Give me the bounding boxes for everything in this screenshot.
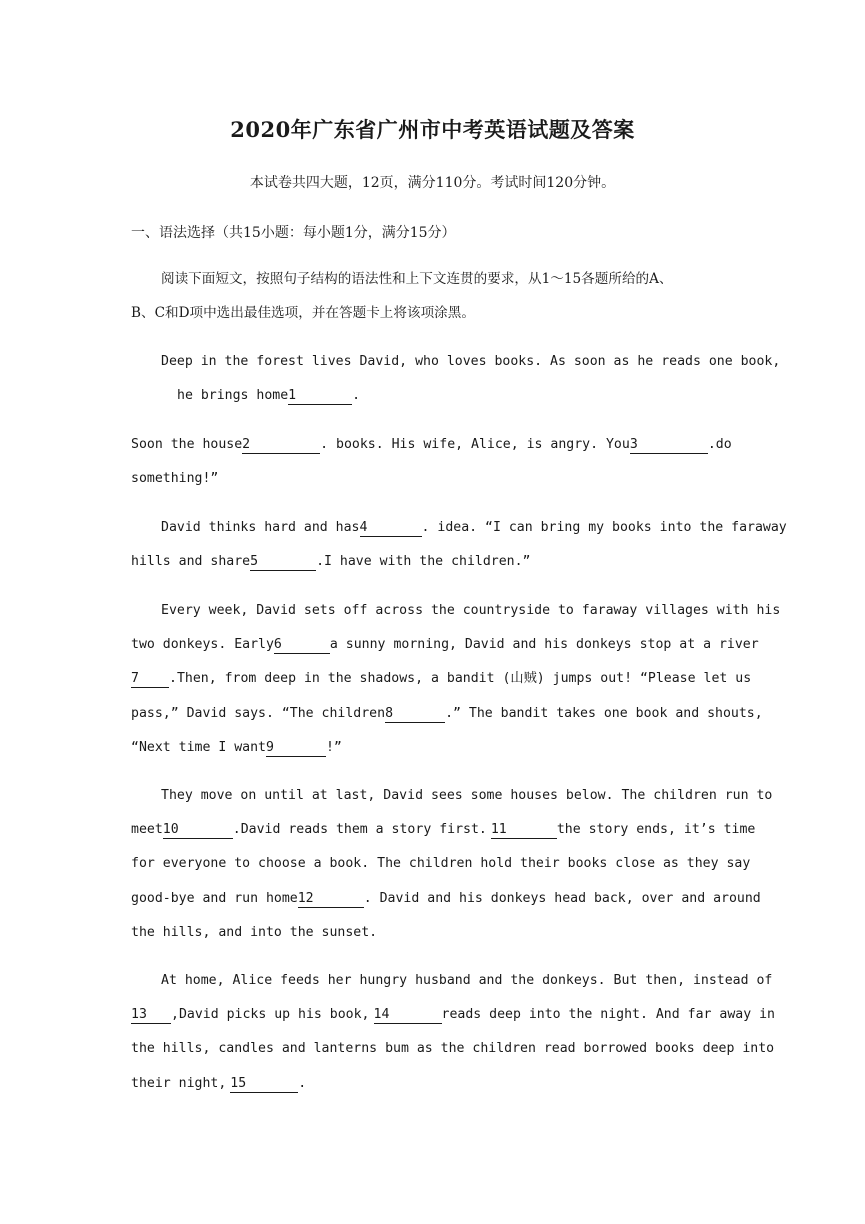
blank-4: 4 xyxy=(360,519,422,537)
p6-text-b: reads deep into the night. And far away in xyxy=(441,1007,775,1023)
p2-text-a: Soon the house xyxy=(131,437,243,452)
p4-text-d: pass,” David says. “The children xyxy=(131,705,386,721)
p4-text-f: “Next time I want xyxy=(131,739,266,755)
blank-9: 9 xyxy=(266,739,326,757)
p3-text-e: .I have with the children.” xyxy=(316,554,531,570)
section-heading: 一、语法选择（共15小题：每小题1分，满分15分） xyxy=(131,225,456,241)
passage-paragraph-6 xyxy=(131,964,775,1101)
p5-line-4 xyxy=(131,882,761,916)
p3-line-2 xyxy=(131,545,733,579)
passage-paragraph-4 xyxy=(131,594,781,765)
p4-line-5 xyxy=(131,731,733,765)
p1-line-1: Deep in the forest lives David, who loves books. As soon as he reads one book, xyxy=(161,354,781,369)
p4-line-4 xyxy=(131,697,763,731)
p5-text-e: . David and his donkeys head back, over and around xyxy=(363,890,761,906)
p3-line-1 xyxy=(131,511,787,545)
blank-1: 1 xyxy=(288,387,352,405)
p3-text-a: David thinks hard and has xyxy=(161,520,360,535)
page-title: 2020年广东省广州市中考英语试题及答案 xyxy=(230,117,635,142)
instructions xyxy=(131,262,733,330)
p4-line-2 xyxy=(131,628,759,662)
p5-line-3: for everyone to choose a book. The children hold their books close as they say xyxy=(131,856,751,872)
blank-11: 11 xyxy=(491,821,557,839)
passage-paragraph-1 xyxy=(131,345,781,413)
p5-line-5: the hills, and into the sunset. xyxy=(131,924,378,940)
p6-line-1: At home, Alice feeds her hungry husband and the donkeys. But then, instead of xyxy=(161,973,773,988)
instructions-line-2: B、C和D项中选出最佳选项，并在答题卡上将该项涂黑。 xyxy=(131,305,475,322)
p5-text-b: .David reads them a story first. xyxy=(232,822,487,838)
blank-12: 12 xyxy=(298,890,364,908)
p2-line-2: something!” xyxy=(131,471,219,487)
blank-10: 10 xyxy=(163,821,233,839)
p4-text-e: .” The bandit takes one book and shouts, xyxy=(445,705,763,721)
blank-14: 14 xyxy=(374,1006,442,1024)
blank-7: 7 xyxy=(131,670,169,688)
passage-paragraph-2 xyxy=(131,428,733,496)
p1-line-2 xyxy=(131,379,733,413)
blank-8: 8 xyxy=(385,705,445,723)
p6-line-4 xyxy=(131,1067,733,1101)
passage-paragraph-3 xyxy=(131,511,787,579)
p5-line-1: They move on until at last, David sees some houses below. The children run to xyxy=(161,788,773,803)
p4-line-1: Every week, David sets off across the countryside to faraway villages with his xyxy=(161,603,781,618)
p4-text-g: !” xyxy=(325,739,342,755)
p4-text-a: two donkeys. Early xyxy=(131,637,274,653)
p6-text-c: their night, xyxy=(131,1075,227,1091)
p2-text-c: . books. His wife, Alice, is angry. You xyxy=(320,437,630,452)
p2-text-d: .do xyxy=(707,437,732,452)
blank-15: 15 xyxy=(230,1075,298,1093)
p4-text-c: .Then, from deep in the shadows, a bandit (山贼) jumps out! “Please let us xyxy=(169,671,752,687)
p4-line-3 xyxy=(131,662,752,696)
passage-paragraph-5 xyxy=(131,779,773,950)
exam-info: 本试卷共四大题，12页，满分110分。考试时间120分钟。 xyxy=(249,175,616,191)
p6-text-d: . xyxy=(298,1075,307,1091)
p5-line-2 xyxy=(131,813,756,847)
blank-13: 13 xyxy=(131,1006,171,1024)
p1-text-end: . xyxy=(352,388,361,404)
blank-6: 6 xyxy=(274,636,330,654)
p5-text-a: meet xyxy=(131,822,163,838)
p6-text-a: ,David picks up his book, xyxy=(171,1007,370,1023)
p4-text-b: a sunny morning, David and his donkeys stop at a river xyxy=(329,637,759,653)
p6-line-2 xyxy=(131,998,775,1032)
p3-text-c: . idea. “I can bring my books into the faraway xyxy=(421,520,787,535)
p1-text: he brings home xyxy=(177,388,289,404)
blank-3: 3 xyxy=(630,436,708,454)
p6-line-3: the hills, candles and lanterns bum as the children read borrowed books deep into xyxy=(131,1041,775,1057)
p2-line-1 xyxy=(131,428,733,462)
p3-text-d: hills and share xyxy=(131,554,251,570)
instructions-line-1: 阅读下面短文，按照句子结构的语法性和上下文连贯的要求，从1～15各题所给的A、 xyxy=(161,271,673,287)
p5-text-c: the story ends, it’s time xyxy=(556,822,756,838)
p5-text-d: good-bye and run home xyxy=(131,890,298,906)
blank-2: 2 xyxy=(242,436,320,454)
blank-5: 5 xyxy=(250,553,316,571)
